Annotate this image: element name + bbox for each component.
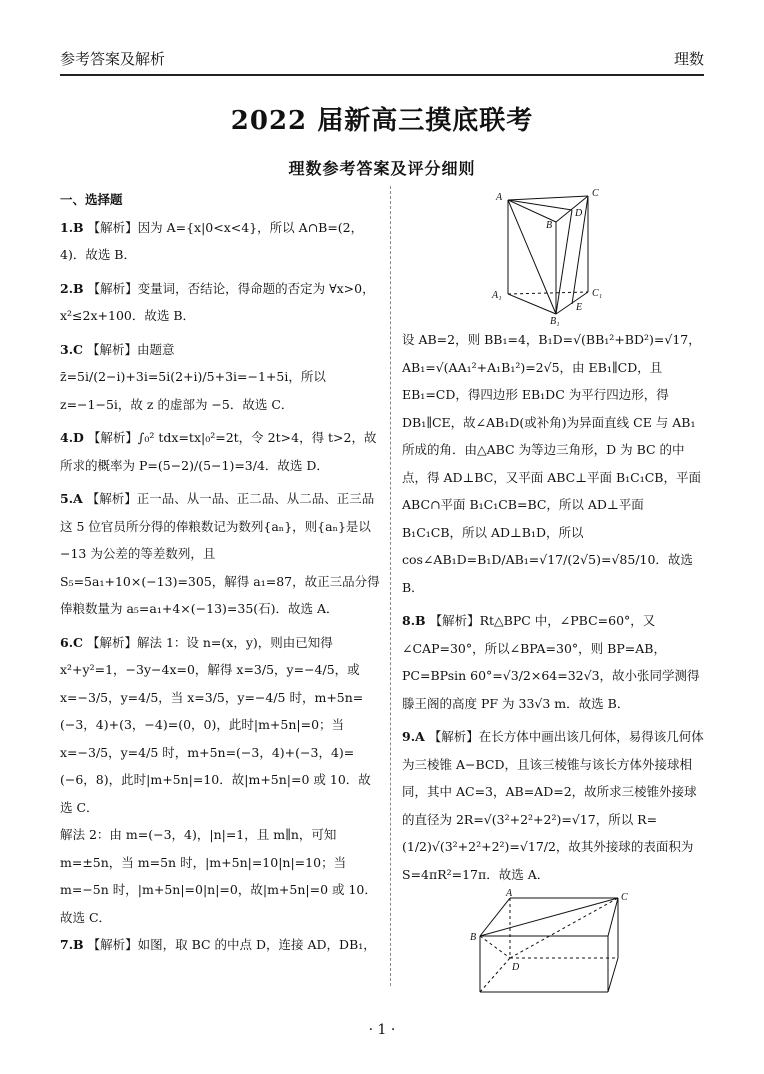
label-b: B [470, 932, 477, 943]
answer-item: 9.A 【解析】在长方体中画出该几何体，易得该几何体为三棱锥 A−BCD，且该三棱锥与该长方体外接球相同，其中 AC=3，AB=AD=2，故所求三棱锥外接球的直径为 2R=√(3²+2²+2²)=√17，所以 R=(1/2)√(3²+2²+2²)=√17/2，故其外接球的表面积为 S=4πR²=17π．故选 A． [402, 729, 704, 882]
page-header [60, 44, 704, 76]
right-column [402, 186, 704, 998]
label-d: D [575, 208, 583, 219]
label-c1: C₁ [592, 288, 603, 299]
prism-figure [488, 186, 618, 326]
label-a: A [506, 888, 513, 899]
answer-item: 7.B 【解析】如图，取 BC 的中点 D，连接 AD，DB₁， [60, 937, 376, 952]
label-d: D [512, 962, 520, 973]
page-subtitle: 理数参考答案及评分细则 [288, 159, 476, 178]
header-left: 参考答案及解析 [60, 50, 166, 68]
answer-item: 1.B 【解析】因为 A={x|0<x<4}，所以 A∩B=(2，4)．故选 B． [60, 219, 364, 262]
section-heading: 一、选择题 [60, 192, 123, 207]
answer-item: 设 AB=2，则 BB₁=4，B₁D=√(BB₁²+BD²)=√17，AB₁=√(AA₁²+A₁B₁²)=2√5，由 EB₁∥CD，且 EB₁=CD，得四边形 EB₁DC 为平行四边形，得 DB₁∥CE，故∠AB₁D(或补角)为异面直线 CE 与 AB₁ 所成的角．由△ABC 为等边三角形，D 为 BC 的中点，得 AD⊥BC，又平面 ABC⊥平面 B₁C₁CB，平面 ABC∩平面 B₁C₁CB=BC，所以 AD⊥平面 B₁C₁CB，所以 AD⊥B₁D，所以 cos∠AB₁D=B₁D/AB₁=√17/(2√5)=√85/10．故选 B． [402, 332, 701, 595]
answer-item: 5.A 【解析】正一品、从一品、正二品、从二品、正三品这 5 位官员所分得的俸粮数记为数列{aₙ}，则{aₙ}是以 −13 为公差的等差数列，且 S₅=5a₁+10×(−13)=305，解得 a₁=87，故正三品分得俸粮数量为 a₅=a₁+4×(−13)=35(石)．故选 A． [60, 491, 380, 616]
answer-item: 4.D 【解析】∫₀² tdx=tx|₀²=2t，令 2t>4，得 t>2，故所求的概率为 P=(5−2)/(5−1)=3/4．故选 D． [60, 430, 377, 473]
label-b: B [546, 220, 553, 231]
answer-item: 解法 2：由 m=(−3，4)，|n|=1，且 m∥n，可知 m=±5n，当 m=5n 时，|m+5n|=10|n|=10；当 m=−5n 时，|m+5n|=0|n|=0，故|m+5n|=0 或 10．故选 C． [60, 827, 377, 925]
label-b1: B₁ [550, 316, 560, 326]
answer-item: 6.C 【解析】解法 1：设 n=(x，y)，则由已知得 x²+y²=1，−3y−4x=0，解得 x=3/5，y=−4/5，或 x=−3/5，y=4/5，当 x=3/5，y=−4/5 时，m+5n=(−3，4)+(3，−4)=(0，0)，此时|m+5n|=0；当 x=−3/5，y=4/5 时，m+5n=(−3，4)+(−3，4)=(−6，8)，此时|m+5n|=10．故|m+5n|=0 或 10．故选 C． [60, 634, 371, 815]
answer-item: 3.C 【解析】由题意 z̄=5i/(2−i)+3i=5i(2+i)/5+3i=−1+5i，所以 z=−1−5i，故 z 的虚部为 −5．故选 C． [60, 341, 326, 412]
page-title: 2022 届新高三摸底联考 [230, 106, 534, 136]
answer-item: 2.B 【解析】变量词，否结论，得命题的否定为 ∀x>0，x²≤2x+100．故选 B． [60, 280, 375, 323]
cuboid-figure [468, 888, 638, 998]
page-number: · 1 · [368, 1022, 396, 1038]
header-right: 理数 [673, 50, 704, 68]
answer-item: 8.B 【解析】Rt△BPC 中，∠PBC=60°，又∠CAP=30°，所以∠BPA=30°，则 BP=AB，PC=BPsin 60°=√3/2×64=32√3，故小张同学测得滕王阁的高度 PF 为 33√3 m．故选 B． [402, 613, 700, 711]
label-c: C [592, 188, 599, 199]
label-a1: A₁ [492, 290, 502, 301]
label-c: C [621, 892, 628, 903]
label-e: E [576, 302, 583, 313]
column-divider [390, 186, 391, 986]
left-column [60, 186, 380, 959]
label-a: A [496, 192, 503, 203]
